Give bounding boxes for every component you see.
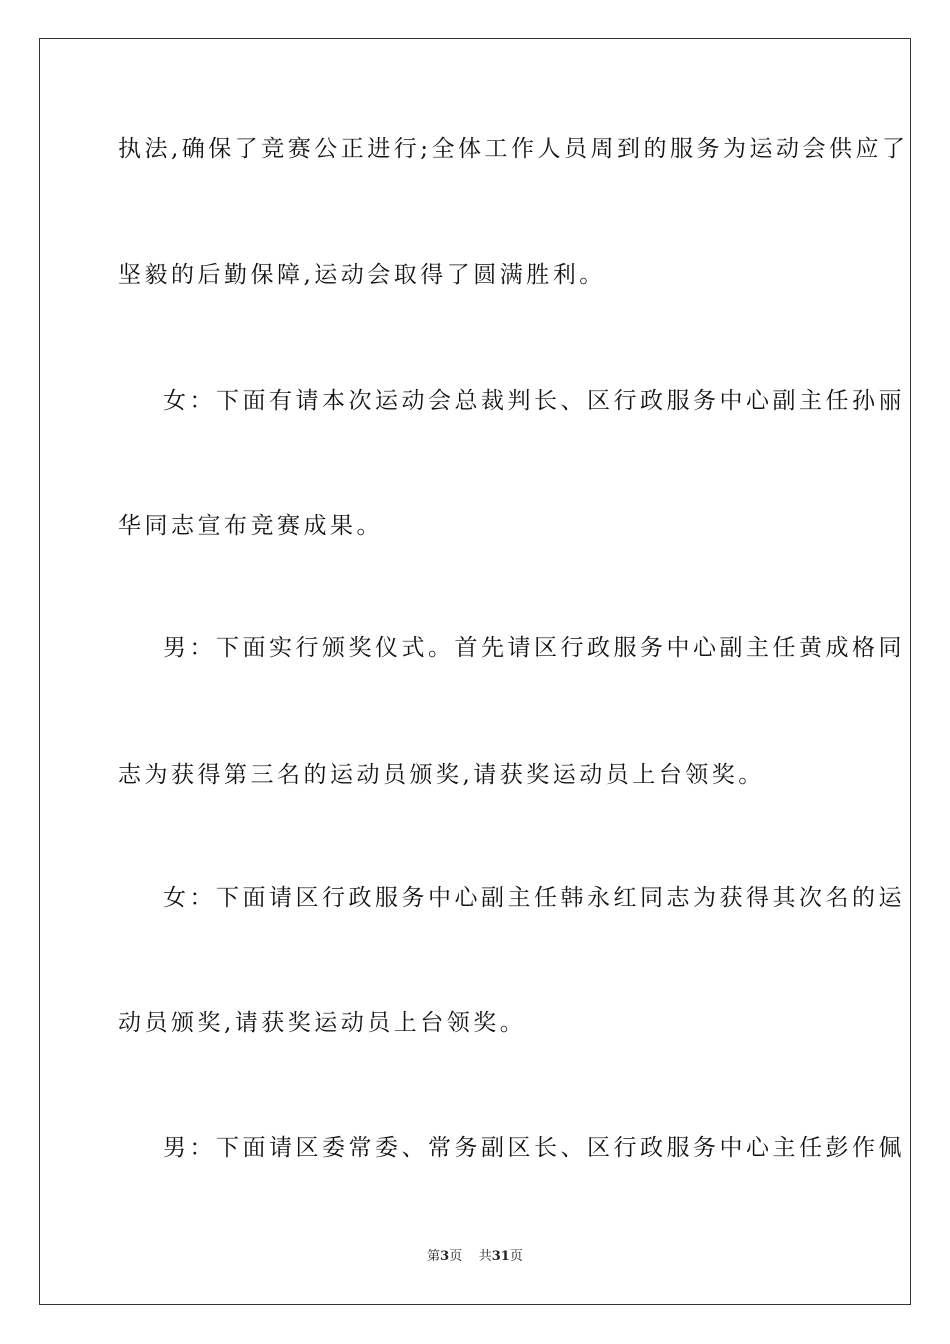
footer-total-suffix: 页 (509, 1249, 523, 1264)
paragraph-line-7: 女：下面请区行政服务中心副主任韩永红同志为获得其次名的运 (163, 885, 905, 911)
footer-page-prefix: 第 (427, 1249, 441, 1264)
footer-page-number: 3 (440, 1249, 450, 1264)
footer-total-pages: 31 (491, 1249, 510, 1264)
page-footer (0, 1248, 950, 1266)
footer-page-suffix: 页 (449, 1249, 463, 1264)
paragraph-line-6: 志为获得第三名的运动员颁奖,请获奖运动员上台领奖。 (118, 762, 765, 788)
paragraph-line-1: 执法,确保了竞赛公正进行;全体工作人员周到的服务为运动会供应了 (118, 136, 909, 162)
paragraph-line-9: 男：下面请区委常委、常务副区长、区行政服务中心主任彭作佩 (163, 1135, 905, 1161)
paragraph-line-4: 华同志宣布竞赛成果。 (118, 513, 383, 539)
page-frame (39, 38, 911, 1305)
footer-total-prefix: 共 (478, 1249, 492, 1264)
paragraph-line-2: 坚毅的后勤保障,运动会取得了圆满胜利。 (118, 262, 606, 288)
paragraph-line-8: 动员颁奖,请获奖运动员上台领奖。 (118, 1010, 527, 1036)
paragraph-line-3: 女：下面有请本次运动会总裁判长、区行政服务中心副主任孙丽 (163, 388, 905, 414)
paragraph-line-5: 男：下面实行颁奖仪式。首先请区行政服务中心副主任黄成格同 (163, 635, 905, 661)
